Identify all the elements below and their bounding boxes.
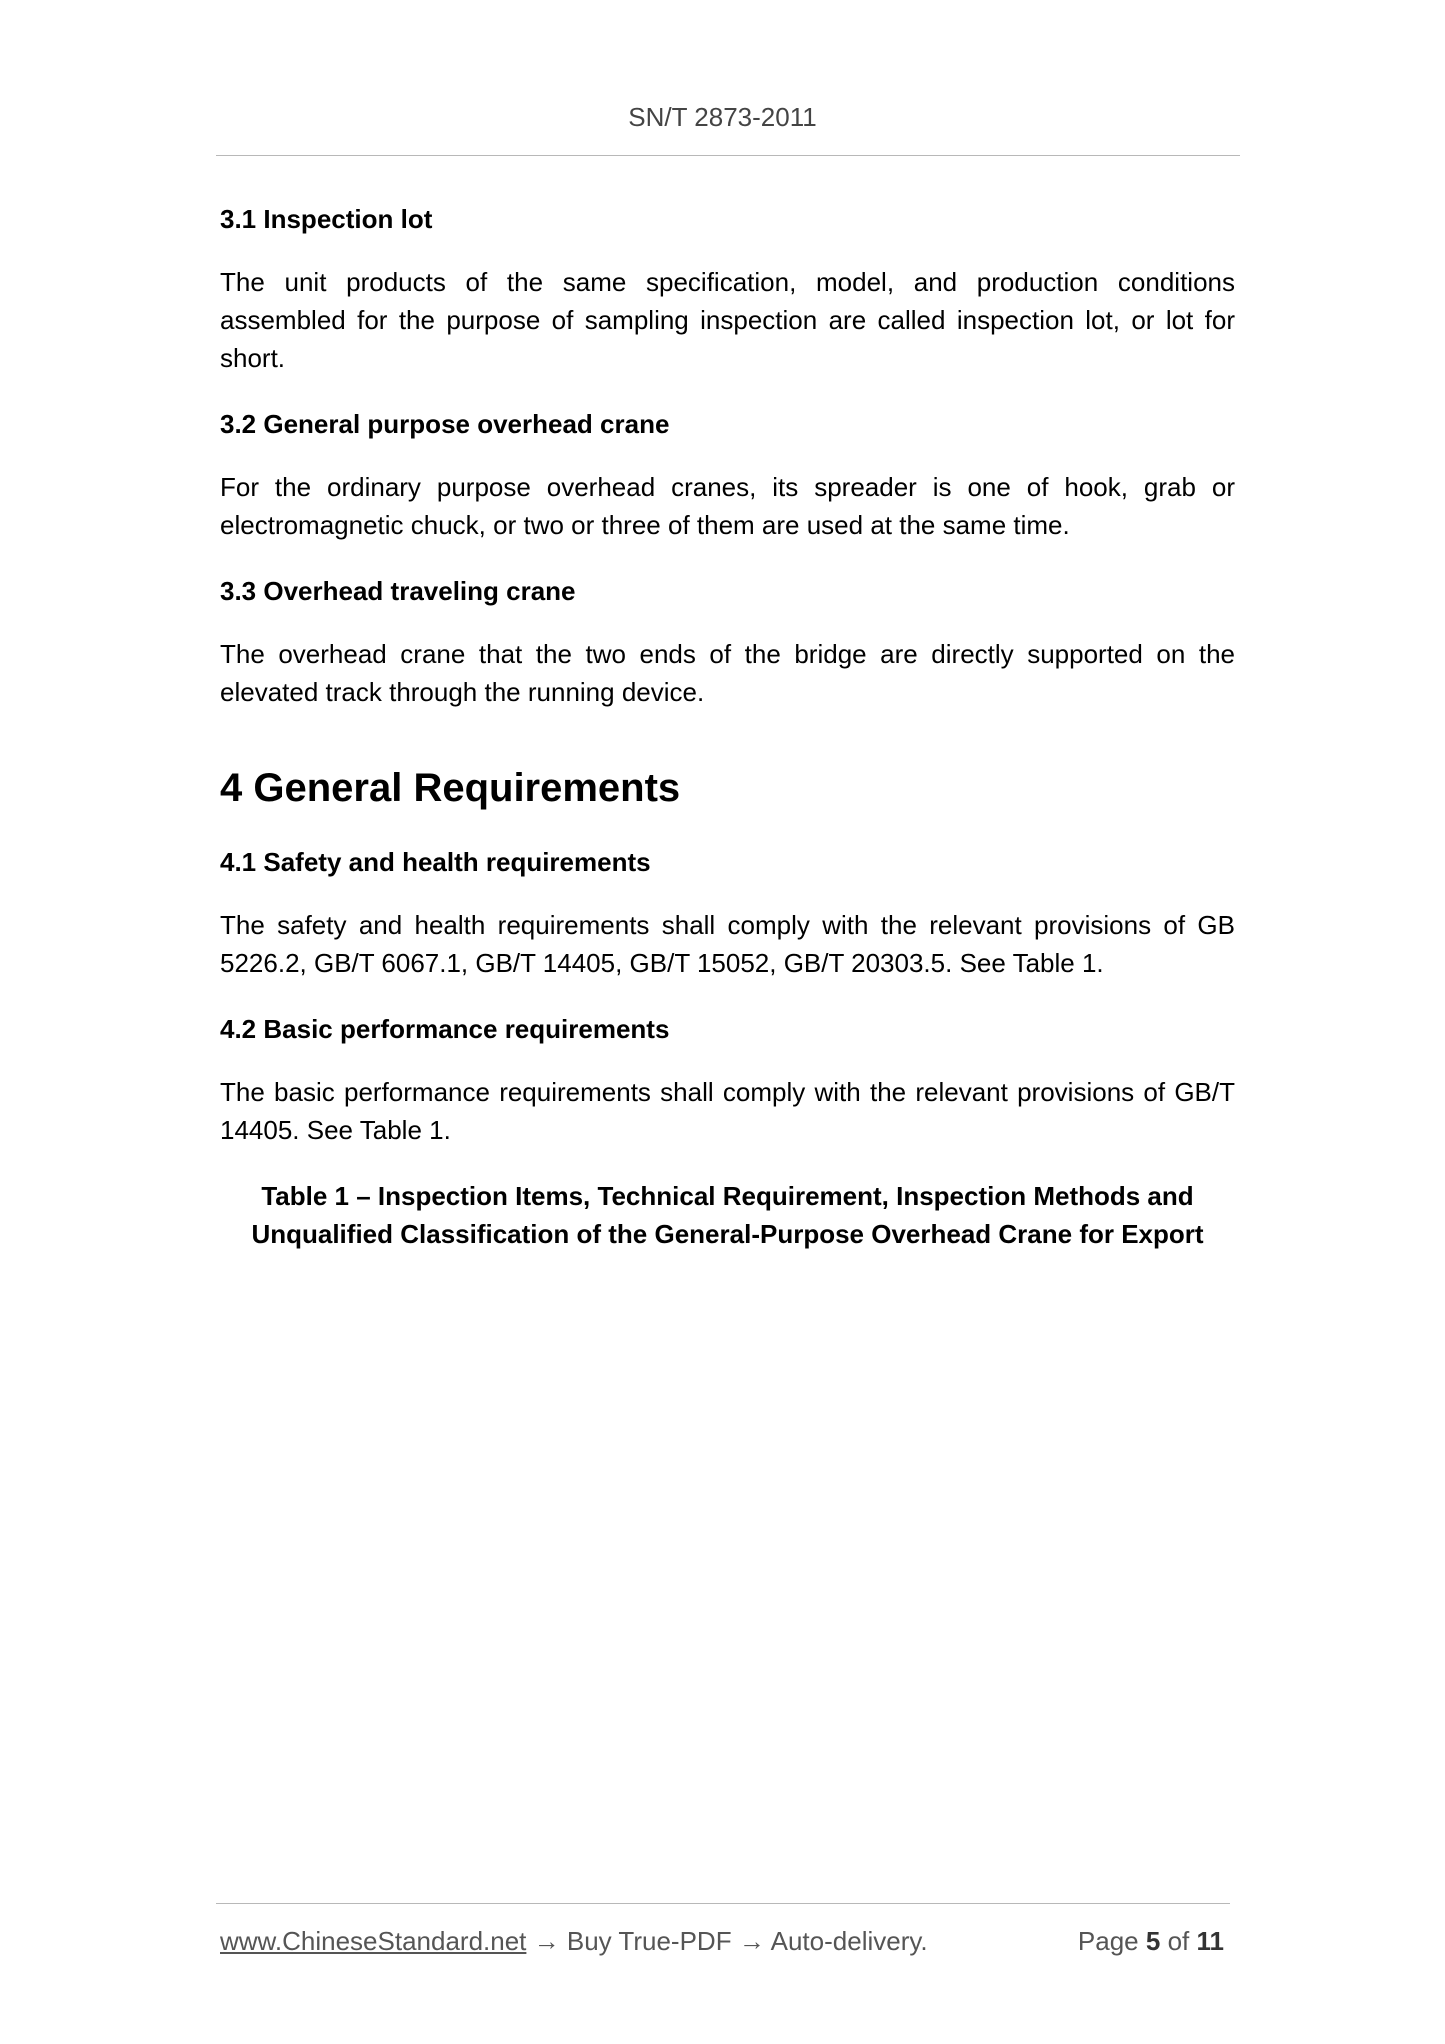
section-3-2-heading: 3.2 General purpose overhead crane (220, 409, 670, 439)
section-4-2-heading: 4.2 Basic performance requirements (220, 1014, 670, 1044)
table-1-caption-line-2: Unqualified Classification of the General-Purpose Overhead Crane for Export (251, 1219, 1204, 1249)
page-body (220, 200, 1235, 1253)
page-current: 5 (1145, 1926, 1161, 1956)
auto-delivery-text: Auto-delivery. (770, 1926, 928, 1956)
section-4-heading: 4 General Requirements (220, 766, 681, 810)
section-4-1-text: The safety and health requirements shall comply with the relevant provisions of GB 5226.2, GB/T 6067.1, GB/T 14405, GB/T 15052, GB/T 20303.5. See Table 1. (220, 910, 1235, 978)
page-label: Page (1077, 1926, 1139, 1956)
table-1-caption (220, 1177, 1235, 1253)
section-4-1-heading: 4.1 Safety and health requirements (220, 847, 651, 877)
footer-divider (216, 1903, 1230, 1904)
page-total: 11 (1196, 1926, 1224, 1956)
of-label: of (1167, 1926, 1190, 1956)
page-indicator (1078, 1922, 1224, 1960)
header-divider (216, 155, 1240, 156)
section-3-3-heading: 3.3 Overhead traveling crane (220, 576, 576, 606)
arrow-right-icon: → (738, 1926, 765, 1956)
document-number-header: SN/T 2873-2011 (628, 102, 817, 132)
section-3-1-text: The unit products of the same specification, model, and production conditions assembled for the purpose of sampling inspection are called inspection lot, or lot for short. (220, 267, 1235, 373)
buy-true-pdf-text: Buy True-PDF (566, 1926, 732, 1956)
page-footer (220, 1922, 1230, 1960)
section-3-2-text: For the ordinary purpose overhead cranes, its spreader is one of hook, grab or electromagnetic chuck, or two or three of them are used at the same time. (220, 472, 1235, 540)
table-1-caption-line-1: Table 1 – Inspection Items, Technical Requirement, Inspection Methods and (261, 1181, 1194, 1211)
section-3-3-text: The overhead crane that the two ends of the bridge are directly supported on the elevated track through the running device. (220, 639, 1235, 707)
website-link[interactable]: www.ChineseStandard.net (220, 1926, 527, 1956)
arrow-right-icon: → (533, 1926, 560, 1956)
section-4-2-text: The basic performance requirements shall comply with the relevant provisions of GB/T 14405. See Table 1. (220, 1077, 1235, 1145)
section-3-1-heading: 3.1 Inspection lot (220, 204, 433, 234)
